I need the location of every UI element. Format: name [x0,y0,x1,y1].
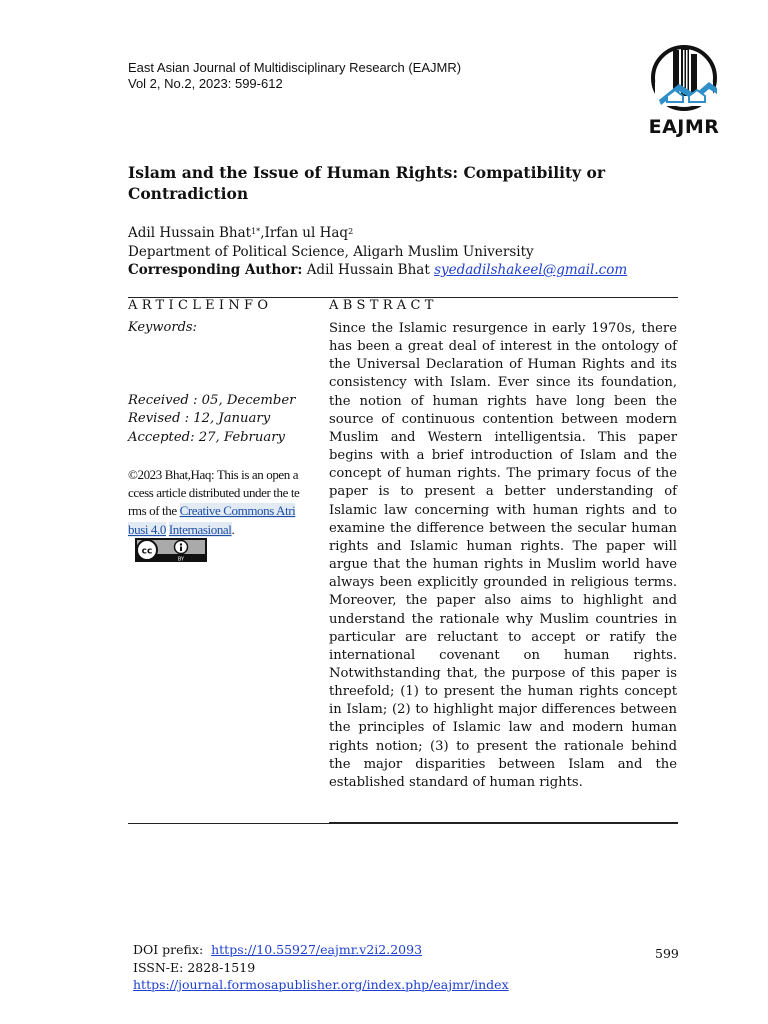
cc-license-link-part1[interactable]: Creative Commons Atri [179,503,296,519]
journal-volume: Vol 2, No.2, 2023: 599-612 [128,76,283,91]
page-number: 599 [655,946,679,961]
license-line-2: ccess article distributed under the te [128,485,300,501]
abstract-heading: ABSTRACT [329,298,438,313]
bottom-divider-left [128,823,329,824]
article-title: Islam and the Issue of Human Rights: Compatibility or Contradiction [128,163,606,203]
keywords-label: Keywords: [128,320,197,335]
journal-logo [645,42,723,138]
cc-license-link-part2[interactable]: busi 4.0 [128,521,166,537]
accepted-date: Accepted: 27, February [128,429,285,445]
author-2: Irfan ul Haq [264,225,349,241]
corresponding-name: Adil Hussain Bhat [306,262,430,278]
corresponding-author [128,261,688,280]
doi-link[interactable]: https://10.55927/eajmr.v2i2.2093 [211,942,423,957]
author-1-affiliation: 1* [251,227,261,236]
svg-text:cc: cc [141,546,153,557]
abstract-text: Since the Islamic resurgence in early 1970s, there has been a great deal of interest in the ontology of the Universal Declaration of Human Rights and its consistency with Islam. Ever since its foundation, the notion of human rights have long been the source of continuous contention between modern Muslim and Western intelligentsia. This paper begins with a brief introduction of Islam and the concept of human rights. The primary focus of the paper is to present a better understanding of Islamic law concerning with human rights and to examine the difference between the secular human rights and Islamic human rights. The paper will argue that the human rights in Muslim world have always been explicitly grounded in religious terms. Moreover, the paper also aims to highlight and understand the rationale why Muslim countries in particular are reluctant to accept or ratify the international covenant on human rights. Notwithstanding that, the purpose of this paper is threefold; (1) to present the human rights concept in Islam; (2) to highlight major differences between the principles of Islamic law and modern human rights notion; (3) to present the rationale behind the major disparities between Islam and the established standard of human rights. [329,321,677,790]
license-line-3 [128,502,318,520]
footer [133,941,509,994]
article-info-heading: ARTICLEINFO [128,298,273,313]
cc-by-icon[interactable] [135,538,207,562]
journal-name: East Asian Journal of Multidisciplinary Research (EAJMR) [128,60,462,75]
svg-text:BY: BY [177,556,185,562]
author-line [128,224,688,243]
license-end: . [231,521,235,537]
license-line-3-text: rms of the [128,503,180,519]
license-line-1: ©2023 Bhat,Haq: This is an open a [128,467,299,482]
eajmr-logo-icon [645,42,723,112]
license-text [128,466,318,539]
bottom-divider-right [329,822,678,824]
journal-header [128,60,461,92]
journal-url-link[interactable]: https://journal.formosapublisher.org/index.php/eajmr/index [133,977,509,992]
author-1: Adil Hussain Bhat [128,225,252,241]
internasional-link[interactable]: Internasional [168,521,232,537]
department: Department of Political Science, Aligarh Muslim University [128,243,534,260]
dates-block [128,392,295,447]
doi-line [133,941,509,959]
author-2-affiliation: 2 [348,227,354,236]
issn: ISSN-E: 2828-1519 [133,959,256,975]
received-date: Received : 05, December [128,393,296,408]
revised-date: Revised : 12, January [128,411,271,427]
author-separator: , [260,225,265,241]
logo-text: EAJMR [648,116,720,138]
license-line-4 [128,521,318,539]
doi-label: DOI prefix: [133,942,204,957]
corresponding-label: Corresponding Author: [128,262,303,278]
authors-block [128,224,688,280]
email-link[interactable]: syedadilshakeel@gmail.com [434,262,628,278]
